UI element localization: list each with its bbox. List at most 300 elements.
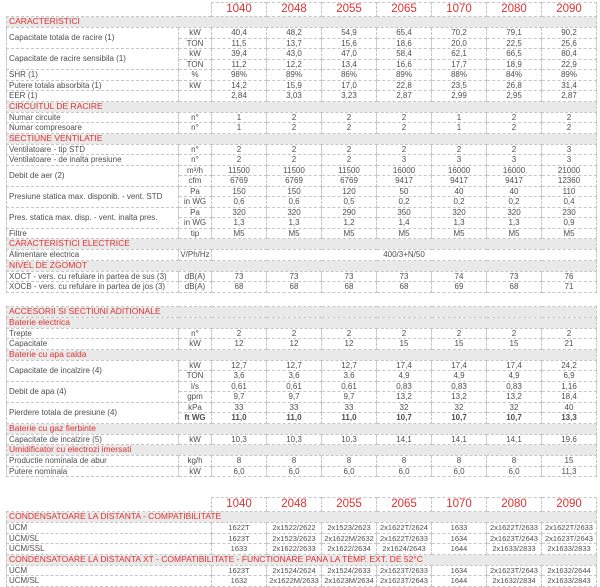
value-cell: 0,9 [542, 218, 597, 229]
value-cell: 2 [322, 123, 377, 134]
value-cell: 40,4 [212, 28, 267, 39]
value-cell: 20,0 [432, 38, 487, 49]
value-cell: 73 [487, 271, 542, 282]
value-cell: 68 [377, 282, 432, 293]
section-header: CARACTERISTICI ELECTRICE [7, 239, 597, 250]
unit-label: ft WG [179, 413, 212, 424]
value-cell: 10,7 [377, 413, 432, 424]
value-cell: 10,7 [487, 413, 542, 424]
value-cell: 2 [267, 328, 322, 339]
value-cell: 2x1633/2843 [542, 576, 597, 587]
value-cell: 43,0 [267, 49, 322, 60]
column-header: 2055 [322, 498, 377, 512]
value-cell: M5 [542, 228, 597, 239]
value-cell: 9,7 [212, 392, 267, 403]
value-cell: 9,7 [322, 392, 377, 403]
value-cell: 2 [267, 144, 322, 155]
value-cell: 2 [322, 328, 377, 339]
table-row [7, 402, 597, 413]
unit-label: tip [179, 228, 212, 239]
value-cell: 69 [432, 282, 487, 293]
value-cell: 2 [212, 328, 267, 339]
table-row [7, 339, 597, 350]
table-row [7, 228, 597, 239]
value-cell: 0,6 [267, 197, 322, 208]
value-cell: 3,23 [322, 91, 377, 102]
value-cell: 3,6 [212, 371, 267, 382]
value-cell: 2 [377, 144, 432, 155]
value-cell: 14,2 [212, 80, 267, 91]
value-cell: 6,0 [212, 466, 267, 477]
value-cell: 0,2 [377, 197, 432, 208]
value-cell: 68 [322, 282, 377, 293]
value-cell: 2,87 [377, 91, 432, 102]
value-cell: 15 [432, 339, 487, 350]
table-row [7, 456, 597, 467]
value-cell: 68 [487, 282, 542, 293]
table-gap [7, 292, 597, 306]
unit-label: dB(A) [179, 282, 212, 293]
value-cell: 10,7 [432, 413, 487, 424]
value-cell: 3 [377, 155, 432, 166]
section-row [7, 239, 597, 250]
value-cell: 9417 [487, 176, 542, 187]
value-cell: 2x1523/2623 [267, 533, 322, 544]
value-cell: 2x1622T/2624 [377, 523, 432, 534]
value-cell: 2x1624/2643 [377, 544, 432, 555]
value-cell: 2x1632/2834 [487, 576, 542, 587]
value-cell: 84% [487, 70, 542, 81]
value-cell: 1633 [432, 523, 487, 534]
value-cell: 33 [267, 402, 322, 413]
value-cell: 0,6 [212, 197, 267, 208]
value-cell: M5 [267, 228, 322, 239]
value-cell: 2 [377, 112, 432, 123]
value-cell: 1,3 [432, 218, 487, 229]
column-header: 1040 [212, 498, 267, 512]
value-cell: 0,61 [322, 381, 377, 392]
value-cell: 22,5 [487, 38, 542, 49]
value-cell: 400/3+N/50 [212, 250, 597, 261]
row-label: SHR (1) [7, 70, 179, 81]
value-cell: 6,0 [322, 466, 377, 477]
value-cell: 13,4 [322, 59, 377, 70]
value-cell: 0,83 [432, 381, 487, 392]
value-cell: 2x1522/2622 [267, 523, 322, 534]
value-cell: 290 [322, 207, 377, 218]
value-cell: 2 [542, 112, 597, 123]
value-cell: 14,1 [432, 434, 487, 445]
value-cell: 230 [542, 207, 597, 218]
table-row [7, 523, 597, 534]
value-cell: 15,6 [322, 38, 377, 49]
value-cell: 1,3 [267, 218, 322, 229]
unit-label: kW [179, 360, 212, 371]
value-cell: 22,8 [377, 80, 432, 91]
value-cell: 39,4 [212, 49, 267, 60]
table-row [7, 271, 597, 282]
value-cell: 110 [542, 186, 597, 197]
unit-label: kW [179, 339, 212, 350]
value-cell: 350 [377, 207, 432, 218]
value-cell: 90,2 [542, 28, 597, 39]
table-row [7, 565, 597, 576]
row-label: Capacitate de incalzire (5) [7, 434, 179, 445]
value-cell: 8 [267, 456, 322, 467]
value-cell: 2 [432, 328, 487, 339]
column-header: 2080 [487, 3, 542, 17]
section-header: SECTIUNE VENTILATIE [7, 133, 597, 144]
value-cell: 88% [432, 70, 487, 81]
value-cell: 2x1622/2634 [322, 544, 377, 555]
value-cell: 66,5 [487, 49, 542, 60]
section-header: Umidificator cu electrozi imersati [7, 445, 597, 456]
column-header: 2065 [377, 3, 432, 17]
section-row [7, 512, 597, 523]
value-cell: 4,9 [432, 371, 487, 382]
row-label: Capacitate [7, 339, 179, 350]
value-cell: 11500 [267, 165, 322, 176]
value-cell: 1632 [212, 576, 267, 587]
value-cell: 65,4 [377, 28, 432, 39]
column-header: 2090 [542, 3, 597, 17]
table-row [7, 466, 597, 477]
row-label: Numar circuite [7, 112, 179, 123]
value-cell: 2x1622/2633 [267, 544, 322, 555]
table-row [7, 155, 597, 166]
row-label: Putere nominala [7, 466, 179, 477]
value-cell: 0,2 [487, 197, 542, 208]
value-cell: 73 [322, 271, 377, 282]
unit-label: Pa [179, 207, 212, 218]
value-cell: 48,2 [267, 28, 322, 39]
value-cell: 2,95 [487, 91, 542, 102]
row-label: Pres. statica max. disp. - vent. inalta pres. [7, 207, 179, 228]
value-cell: 1622T [212, 523, 267, 534]
value-cell: 8 [212, 456, 267, 467]
value-cell: 12 [322, 339, 377, 350]
value-cell: 14,1 [377, 434, 432, 445]
value-cell: 12 [212, 339, 267, 350]
value-cell: 3,6 [322, 371, 377, 382]
value-cell: 13,7 [267, 38, 322, 49]
value-cell: 3 [542, 155, 597, 166]
value-cell: 2x1623T/2643 [542, 533, 597, 544]
value-cell: 0,83 [487, 381, 542, 392]
value-cell: 74 [432, 271, 487, 282]
value-cell: 2x1632/2644 [542, 565, 597, 576]
table-row [7, 70, 597, 81]
section-header: CARACTERISTICI [7, 17, 597, 28]
value-cell: 18,4 [542, 392, 597, 403]
value-cell: 11,0 [212, 413, 267, 424]
value-cell: 2x1623T/2643 [487, 565, 542, 576]
value-cell: 3,03 [267, 91, 322, 102]
value-cell: 15,9 [267, 80, 322, 91]
unit-label: % [179, 70, 212, 81]
value-cell: 8 [432, 456, 487, 467]
unit-label: l/s [179, 381, 212, 392]
value-cell: 13,2 [432, 392, 487, 403]
value-cell: 12,7 [322, 360, 377, 371]
unit-label: in WG [179, 218, 212, 229]
value-cell: 2 [267, 112, 322, 123]
value-cell: 0,61 [212, 381, 267, 392]
row-label: UCM/SL [7, 576, 212, 587]
row-label: Capacitate de racire sensibila (1) [7, 49, 179, 70]
section-row [7, 133, 597, 144]
header-row [7, 3, 597, 17]
value-cell: 33 [322, 402, 377, 413]
value-cell: 10,3 [267, 434, 322, 445]
value-cell: 22,9 [542, 59, 597, 70]
section-row [7, 554, 597, 565]
value-cell: 11,2 [212, 59, 267, 70]
value-cell: 2 [267, 123, 322, 134]
value-cell: 2 [322, 112, 377, 123]
table-row [7, 328, 597, 339]
section-row [7, 17, 597, 28]
row-label: Filtre [7, 228, 179, 239]
value-cell: 2x1623T/2643 [487, 533, 542, 544]
value-cell: 1623T [212, 565, 267, 576]
value-cell: M5 [377, 228, 432, 239]
row-label: Putere totala absorbita (1) [7, 80, 179, 91]
value-cell: 12,7 [212, 360, 267, 371]
value-cell: M5 [432, 228, 487, 239]
value-cell: 71 [542, 282, 597, 293]
sub-row [7, 349, 597, 360]
value-cell: 1 [432, 123, 487, 134]
value-cell: 11500 [212, 165, 267, 176]
sub-row [7, 317, 597, 328]
row-label: UCM [7, 565, 212, 576]
value-cell: 17,4 [432, 360, 487, 371]
table-row [7, 381, 597, 392]
value-cell: 2x1622T/2633 [487, 523, 542, 534]
value-cell: 4,9 [487, 371, 542, 382]
value-cell: 11,5 [212, 38, 267, 49]
value-cell: 13,2 [377, 392, 432, 403]
value-cell: 1634 [432, 565, 487, 576]
table-row [7, 80, 597, 91]
value-cell: 2x1623M/2634 [322, 576, 377, 587]
column-header: 1070 [432, 498, 487, 512]
value-cell: 0,5 [322, 197, 377, 208]
value-cell: 6,0 [267, 466, 322, 477]
value-cell: 2 [212, 144, 267, 155]
value-cell: 79,1 [487, 28, 542, 39]
value-cell: 2x1622T/2633 [542, 523, 597, 534]
value-cell: 68 [267, 282, 322, 293]
value-cell: 3 [542, 144, 597, 155]
value-cell: 70,2 [432, 28, 487, 39]
value-cell: 15 [377, 339, 432, 350]
column-header: 2080 [487, 498, 542, 512]
row-label: Debit de apa (4) [7, 381, 179, 402]
value-cell: 16000 [377, 165, 432, 176]
value-cell: 0,4 [542, 197, 597, 208]
compat-table [6, 497, 597, 587]
value-cell: 13,3 [542, 413, 597, 424]
table-row [7, 434, 597, 445]
table-row [7, 207, 597, 218]
section-header: Baterie cu apa calda [7, 349, 597, 360]
row-label: Trepte [7, 328, 179, 339]
table-row [7, 186, 597, 197]
value-cell: 150 [212, 186, 267, 197]
value-cell: 47,0 [322, 49, 377, 60]
value-cell: 2 [212, 155, 267, 166]
value-cell: 32 [487, 402, 542, 413]
value-cell: 2x1524/2624 [267, 565, 322, 576]
section-header: CIRCUITUL DE RACIRE [7, 101, 597, 112]
value-cell: 2 [487, 144, 542, 155]
value-cell: 2 [322, 155, 377, 166]
value-cell: 19,6 [542, 434, 597, 445]
row-label: XOCB - vers. cu refulare in partea de jos (3) [7, 282, 179, 293]
value-cell: 1644 [432, 576, 487, 587]
row-label: Debit de aer (2) [7, 165, 179, 186]
unit-label: gpm [179, 392, 212, 403]
table-row [7, 576, 597, 587]
row-label: Ventilatoare - de inalta presiune [7, 155, 179, 166]
spec-table [6, 2, 597, 477]
value-cell: 50 [377, 186, 432, 197]
value-cell: 2x1524/2633 [322, 565, 377, 576]
value-cell: 2x1633/2833 [487, 544, 542, 555]
value-cell: 1,4 [377, 218, 432, 229]
value-cell: 14,1 [487, 434, 542, 445]
unit-label: kW [179, 80, 212, 91]
value-cell: 58,4 [377, 49, 432, 60]
value-cell: 1,3 [487, 218, 542, 229]
value-cell: 3 [487, 155, 542, 166]
value-cell: M5 [212, 228, 267, 239]
unit-label: TON [179, 38, 212, 49]
value-cell: 17,7 [432, 59, 487, 70]
unit-label: n° [179, 155, 212, 166]
value-cell: 16000 [432, 165, 487, 176]
value-cell: 2,84 [212, 91, 267, 102]
value-cell: 1 [212, 112, 267, 123]
unit-label: n° [179, 123, 212, 134]
table-row [7, 28, 597, 39]
value-cell: 8 [377, 456, 432, 467]
value-cell: 0,61 [267, 381, 322, 392]
row-label: UCM/SSL [7, 544, 212, 555]
value-cell: 2 [542, 328, 597, 339]
value-cell: 2 [322, 144, 377, 155]
value-cell: 0,83 [377, 381, 432, 392]
value-cell: 16000 [487, 165, 542, 176]
section-header: CONDENSATOARE LA DISTANTA XT - COMPATIBILITATE - FUNCTIONARE PANA LA TEMP. EXT. DE 52°C [7, 554, 597, 565]
section-header: ACCESORII SI SECTIUNI ADITIONALE [7, 306, 597, 317]
value-cell: 40 [432, 186, 487, 197]
value-cell: 11,0 [267, 413, 322, 424]
value-cell: M5 [322, 228, 377, 239]
value-cell: 6,9 [542, 371, 597, 382]
section-header: Baterie electrica [7, 317, 597, 328]
column-header: 1070 [432, 3, 487, 17]
value-cell: 73 [377, 271, 432, 282]
value-cell: 13,2 [487, 392, 542, 403]
table-row [7, 49, 597, 60]
value-cell: 4,9 [377, 371, 432, 382]
column-header: 2048 [267, 498, 322, 512]
value-cell: 23,5 [432, 80, 487, 91]
value-cell: 6769 [212, 176, 267, 187]
unit-label: Pa [179, 186, 212, 197]
value-cell: 21 [542, 339, 597, 350]
section-row [7, 260, 597, 271]
table-row [7, 533, 597, 544]
unit-label: dB(A) [179, 271, 212, 282]
unit-label: V/Ph/Hz [180, 250, 210, 259]
value-cell: 62,1 [432, 49, 487, 60]
unit-label: kPa [179, 402, 212, 413]
value-cell: 89% [377, 70, 432, 81]
row-label: Productie nominala de abur [7, 456, 179, 467]
section-header: CONDENSATOARE LA DISTANTA - COMPATIBILITATE [7, 512, 597, 523]
unit-label: n° [179, 144, 212, 155]
table-row [7, 91, 597, 102]
value-cell: 16,6 [377, 59, 432, 70]
value-cell: 18,9 [487, 59, 542, 70]
unit-label: kW [179, 434, 212, 445]
column-header: 2065 [377, 498, 432, 512]
unit-label: kW [179, 49, 212, 60]
value-cell: 54,9 [322, 28, 377, 39]
value-cell: 17,4 [377, 360, 432, 371]
value-cell: 2x1622T/2633 [377, 533, 432, 544]
unit-label: in WG [179, 197, 212, 208]
table-row [7, 144, 597, 155]
value-cell: 1,2 [322, 218, 377, 229]
value-cell: 2 [542, 123, 597, 134]
value-cell: 2x1622M/2633 [267, 576, 322, 587]
value-cell: 12,2 [267, 59, 322, 70]
value-cell: 9,7 [267, 392, 322, 403]
value-cell: 2 [377, 123, 432, 134]
value-cell: 2x1622M/2632 [322, 533, 377, 544]
section-header: Baterie cu gaz fierbinte [7, 423, 597, 434]
row-label: XOCT - vers. cu refulare in partea de sus (3) [7, 271, 179, 282]
unit-label: TON [179, 59, 212, 70]
value-cell: 6,0 [432, 466, 487, 477]
value-cell: 73 [212, 271, 267, 282]
value-cell: 80,4 [542, 49, 597, 60]
unit-label: kW [179, 28, 212, 39]
value-cell: 11500 [322, 165, 377, 176]
value-cell: 89% [542, 70, 597, 81]
unit-label: n° [179, 328, 212, 339]
section-row [7, 306, 597, 317]
value-cell: 8 [487, 456, 542, 467]
table-row [7, 282, 597, 293]
value-cell: 11,0 [322, 413, 377, 424]
value-cell: 150 [267, 186, 322, 197]
value-cell: 2 [377, 328, 432, 339]
value-cell: 10,3 [322, 434, 377, 445]
row-label: Capacitate de incalzire (4) [7, 360, 179, 381]
unit-label: TON [179, 371, 212, 382]
value-cell: 6769 [322, 176, 377, 187]
column-header: 2090 [542, 498, 597, 512]
value-cell: 33 [212, 402, 267, 413]
value-cell: 1644 [432, 544, 487, 555]
value-cell: 76 [542, 271, 597, 282]
